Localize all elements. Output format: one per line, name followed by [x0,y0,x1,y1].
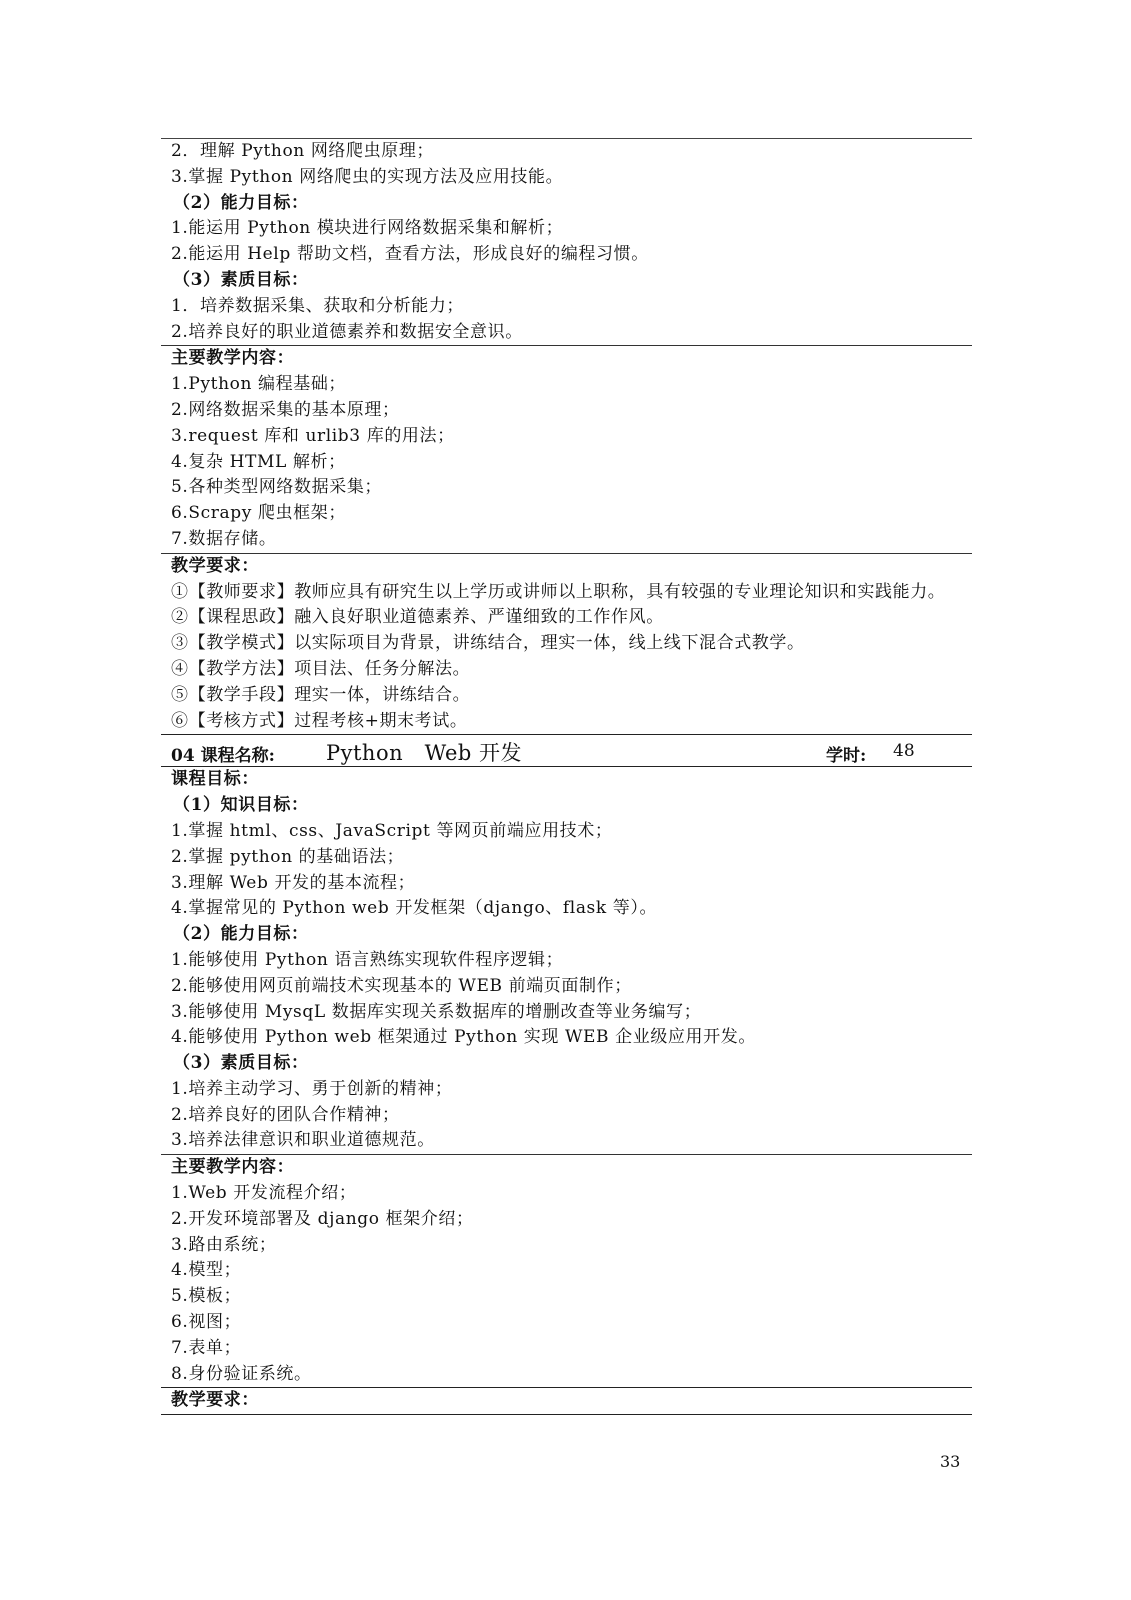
course-name: Python Web 开发 [326,741,523,766]
goal-item: 1.培养主动学习、勇于创新的精神； [171,1078,453,1099]
goal-item: 1.能运用 Python 模块进行网络数据采集和解析； [171,218,564,239]
course4-header-row [161,734,972,767]
ability-goal-heading: （2）能力目标： [173,192,309,213]
goal-item: 1．培养数据采集、获取和分析能力； [171,295,465,316]
goal-item: 2.培养良好的团队合作精神； [171,1104,400,1125]
requirement-item: ③【教学模式】以实际项目为背景，讲练结合，理实一体，线上线下混合式教学。 [171,633,805,654]
requirement-item: ⑤【教学手段】理实一体，讲练结合。 [171,684,471,705]
content-heading: 主要教学内容： [171,1157,295,1178]
content-item: 5.模板； [171,1286,242,1307]
goal-item: 1.能够使用 Python 语言熟练实现软件程序逻辑； [171,949,564,970]
content-item: 7.数据存储。 [171,528,277,549]
content-item: 8.身份验证系统。 [171,1363,312,1384]
goal-item: 2．理解 Python 网络爬虫原理； [171,141,435,161]
quality-goal-heading: （3）素质目标： [173,269,309,290]
requirement-item: ②【课程思政】融入良好职业道德素养、严谨细致的工作作风。 [171,607,664,628]
document-body [161,138,972,1415]
ability-goal-heading: （2）能力目标： [173,924,309,945]
content-item: 1.Web 开发流程介绍； [171,1183,357,1204]
content-item: 6.视图； [171,1312,242,1333]
quality-goal-heading: （3）素质目标： [173,1053,309,1074]
content-item: 6.Scrapy 爬虫框架； [171,503,346,524]
goal-item: 2.掌握 python 的基础语法； [171,846,405,867]
course3-goals-continued [161,138,972,345]
goals-heading: 课程目标： [171,769,259,790]
hours-value: 48 [893,741,915,762]
content-item: 2.开发环境部署及 django 框架介绍； [171,1208,474,1229]
content-item: 3.路由系统； [171,1234,277,1255]
requirement-item: ①【教师要求】教师应具有研究生以上学历或讲师以上职称，具有较强的专业理论知识和实践能力。 [171,581,946,602]
course4-goals [161,767,972,1154]
content-item: 7.表单； [171,1337,242,1358]
goal-item: 3.掌握 Python 网络爬虫的实现方法及应用技能。 [171,166,564,187]
goal-item: 2.培养良好的职业道德素养和数据安全意识。 [171,321,523,342]
requirement-item: ④【教学方法】项目法、任务分解法。 [171,658,471,679]
hours-label: 学时: [826,746,867,767]
goal-item: 3.理解 Web 开发的基本流程； [171,872,416,893]
course-name-label: 04 课程名称: [171,746,275,767]
content-item: 5.各种类型网络数据采集； [171,477,383,498]
content-item: 3.request 库和 urlib3 库的用法； [171,425,455,446]
knowledge-goal-heading: （1）知识目标： [173,795,309,816]
course4-content [161,1154,972,1387]
goal-item: 4.掌握常见的 Python web 开发框架（django、flask 等）。 [171,898,658,919]
goal-item: 2.能够使用网页前端技术实现基本的 WEB 前端页面制作； [171,975,632,996]
content-item: 2.网络数据采集的基本原理； [171,399,400,420]
page-number: 33 [940,1452,961,1471]
goal-item: 1.掌握 html、css、JavaScript 等网页前端应用技术； [171,820,613,841]
content-item: 4.复杂 HTML 解析； [171,451,346,472]
goal-item: 2.能运用 Help 帮助文档，查看方法，形成良好的编程习惯。 [171,244,649,265]
requirement-item: ⑥【考核方式】过程考核+期末考试。 [171,710,468,731]
content-item: 4.模型； [171,1260,242,1281]
content-item: 1.Python 编程基础； [171,374,347,395]
requirements-heading: 教学要求： [171,555,259,576]
requirements-heading: 教学要求： [171,1390,259,1411]
goal-item: 3.能够使用 MysqL 数据库实现关系数据库的增删改查等业务编写； [171,1001,702,1022]
goal-item: 4.能够使用 Python web 框架通过 Python 实现 WEB 企业级应用开发。 [171,1027,756,1048]
course3-requirements [161,553,972,735]
course4-requirements [161,1387,972,1415]
course3-content [161,345,972,552]
goal-item: 3.培养法律意识和职业道德规范。 [171,1130,435,1151]
content-heading: 主要教学内容： [171,348,295,369]
